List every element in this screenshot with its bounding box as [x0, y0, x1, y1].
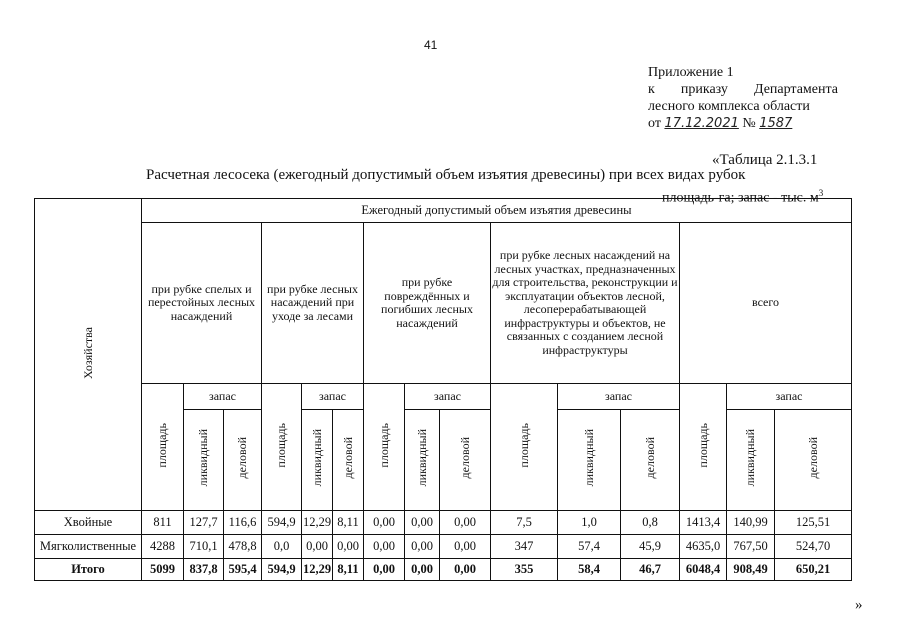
appendix-line2	[648, 81, 838, 98]
value-cell: 347	[491, 535, 558, 559]
value-cell: 0,00	[364, 559, 405, 581]
appendix-word: приказу	[680, 82, 728, 97]
value-cell: 8,11	[333, 559, 364, 581]
value-cell: 6048,4	[680, 559, 727, 581]
units-sup: 3	[818, 188, 824, 198]
value-cell: 58,4	[558, 559, 621, 581]
area-header	[680, 384, 727, 511]
closing-quote: »	[855, 597, 863, 613]
appendix-block	[648, 64, 838, 132]
business-header	[440, 410, 491, 511]
table-reference: «Таблица 2.1.3.1	[712, 152, 818, 168]
area-header	[491, 384, 558, 511]
area-header	[364, 384, 405, 511]
stock-header: запас	[558, 384, 680, 410]
value-cell: 650,21	[775, 559, 852, 581]
value-cell: 12,29	[302, 511, 333, 535]
area-header	[262, 384, 302, 511]
value-cell: 524,70	[775, 535, 852, 559]
value-cell: 0,00	[364, 511, 405, 535]
liquid-header	[302, 410, 333, 511]
top-header: Ежегодный допустимый объем изъятия древесины	[142, 199, 852, 223]
area-header	[142, 384, 184, 511]
appendix-date-line	[648, 115, 838, 132]
table-row	[35, 511, 852, 535]
business-header	[224, 410, 262, 511]
units-text: площадь-га; запас - тыс. м	[662, 190, 819, 206]
table-title: Расчетная лесосека (ежегодный допустимый объем изъятия древесины) при всех видах рубок	[146, 167, 746, 183]
liquid-header	[184, 410, 224, 511]
value-cell: 12,29	[302, 559, 333, 581]
value-cell: 0,0	[262, 535, 302, 559]
appendix-word: к	[648, 82, 655, 97]
value-cell: 0,00	[440, 535, 491, 559]
value-cell: 595,4	[224, 559, 262, 581]
stock-header: запас	[302, 384, 364, 410]
value-cell: 0,00	[364, 535, 405, 559]
appendix-line1: Приложение 1	[648, 65, 734, 80]
liquid-label: ликвидный	[309, 429, 324, 487]
value-cell: 140,99	[727, 511, 775, 535]
value-cell: 4635,0	[680, 535, 727, 559]
appendix-line3: лесного комплекса области	[648, 99, 810, 114]
area-label: площадь	[516, 422, 531, 468]
value-cell: 355	[491, 559, 558, 581]
order-number-handwritten: 1587	[759, 116, 793, 131]
liquid-label: ликвидный	[743, 429, 757, 487]
area-label: площадь	[274, 422, 288, 468]
appendix-word: Департамента	[753, 82, 838, 97]
area-label: площадь	[695, 422, 710, 468]
value-cell: 125,51	[775, 511, 852, 535]
value-cell: 0,00	[405, 535, 440, 559]
stock-header: запас	[405, 384, 491, 410]
value-cell: 45,9	[621, 535, 680, 559]
value-cell: 0,00	[333, 535, 364, 559]
value-cell: 594,9	[262, 559, 302, 581]
value-cell: 8,11	[333, 511, 364, 535]
group-header-3: при рубке повреждённых и погибших лесных насаждений	[364, 223, 491, 384]
liquid-label: ликвидный	[581, 429, 596, 487]
value-cell: 0,8	[621, 511, 680, 535]
value-cell: 0,00	[405, 559, 440, 581]
value-cell: 116,6	[224, 511, 262, 535]
order-date-handwritten: 17.12.2021	[664, 116, 739, 131]
value-cell: 0,00	[302, 535, 333, 559]
stock-header: запас	[727, 384, 852, 410]
value-cell: 811	[142, 511, 184, 535]
value-cell: 908,49	[727, 559, 775, 581]
row-name: Хвойные	[35, 511, 142, 535]
group-header-5: всего	[680, 223, 852, 384]
liquid-label: ликвидный	[196, 429, 210, 487]
date-prefix: от	[648, 116, 661, 131]
business-label: деловой	[805, 437, 820, 479]
business-label: деловой	[340, 437, 355, 479]
table-row	[35, 559, 852, 581]
owner-header-cell	[35, 199, 142, 511]
value-cell: 1413,4	[680, 511, 727, 535]
value-cell: 1,0	[558, 511, 621, 535]
group-header-4: при рубке лесных насаждений на лесных участках, предназначенных для строительства, реконструкции и эксплуатации объектов лесной, лесоперерабатывающей инфраструктуры и объектов, не связанных с созданием лесной инфраструктуры	[491, 223, 680, 384]
group-header-1: при рубке спелых и перестойных лесных насаждений	[142, 223, 262, 384]
logging-table	[34, 198, 852, 581]
liquid-header	[405, 410, 440, 511]
owner-header: Хозяйства	[80, 326, 95, 379]
business-label: деловой	[457, 437, 472, 479]
value-cell: 5099	[142, 559, 184, 581]
liquid-label: ликвидный	[414, 429, 429, 487]
group-header-2: при рубке лесных насаждений при уходе за лесами	[262, 223, 364, 384]
value-cell: 0,00	[440, 559, 491, 581]
value-cell: 7,5	[491, 511, 558, 535]
table-row	[35, 535, 852, 559]
value-cell: 478,8	[224, 535, 262, 559]
value-cell: 837,8	[184, 559, 224, 581]
value-cell: 710,1	[184, 535, 224, 559]
value-cell: 46,7	[621, 559, 680, 581]
area-label: площадь	[155, 422, 169, 468]
value-cell: 57,4	[558, 535, 621, 559]
page-number: 41	[424, 38, 438, 52]
business-header	[775, 410, 852, 511]
row-name: Итого	[35, 559, 142, 581]
business-label: деловой	[235, 437, 249, 479]
value-cell: 4288	[142, 535, 184, 559]
liquid-header	[558, 410, 621, 511]
liquid-header	[727, 410, 775, 511]
number-sign: №	[742, 116, 756, 131]
value-cell: 127,7	[184, 511, 224, 535]
value-cell: 0,00	[440, 511, 491, 535]
area-label: площадь	[376, 422, 391, 468]
value-cell: 594,9	[262, 511, 302, 535]
value-cell: 767,50	[727, 535, 775, 559]
stock-header: запас	[184, 384, 262, 410]
business-label: деловой	[642, 437, 657, 479]
business-header	[621, 410, 680, 511]
row-name: Мягколиственные	[35, 535, 142, 559]
value-cell: 0,00	[405, 511, 440, 535]
business-header	[333, 410, 364, 511]
